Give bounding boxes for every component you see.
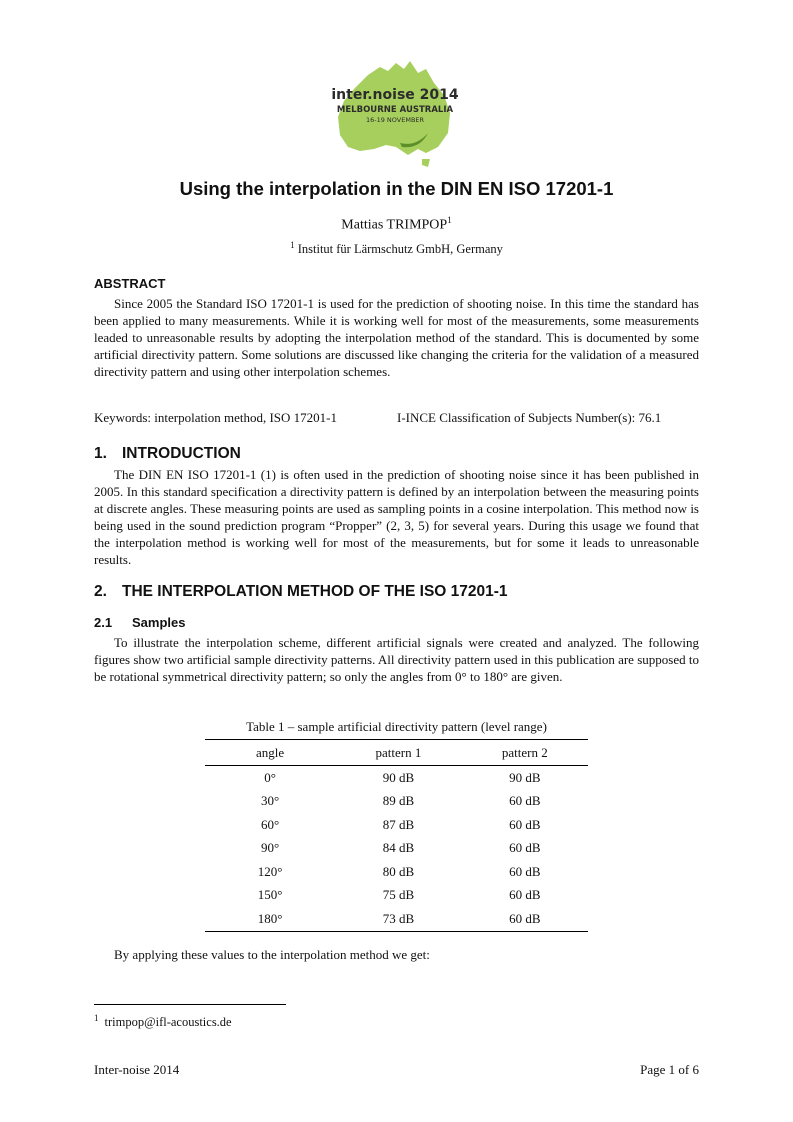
table-cell: 90 dB bbox=[509, 769, 541, 785]
table-cell: 60 dB bbox=[509, 816, 541, 832]
table-row bbox=[205, 766, 588, 790]
table-cell: 120° bbox=[257, 863, 283, 879]
table-cell: 90° bbox=[261, 840, 280, 856]
classification: I-INCE Classification of Subjects Number(s): 76.1 bbox=[397, 410, 662, 425]
section-2-heading bbox=[94, 583, 508, 601]
table-header-cell: pattern 1 bbox=[335, 740, 461, 766]
keywords: Keywords: interpolation method, ISO 17201-1 bbox=[94, 410, 337, 425]
affiliation-text: Institut für Lärmschutz GmbH, Germany bbox=[294, 242, 503, 257]
footnote bbox=[94, 1013, 232, 1030]
affiliation-line bbox=[0, 240, 793, 257]
logo-line2: MELBOURNE AUSTRALIA bbox=[336, 105, 454, 115]
table-row bbox=[205, 790, 588, 814]
table-cell: 73 dB bbox=[335, 907, 461, 931]
section-2-number: 2. bbox=[94, 583, 107, 600]
table-caption: Table 1 – sample artificial directivity pattern (level range) bbox=[246, 719, 547, 734]
section-2-1-number: 2.1 bbox=[94, 615, 113, 630]
section-1-number: 1. bbox=[94, 445, 107, 462]
section-1-text: The DIN EN ISO 17201-1 (1) is often used in the prediction of shooting noise since it has been published in 2005. In this standard specification a directivity pattern is defined by an interpolation between the measuring points at discrete angles. These measuring points are used as sampling points in a cosine interpolation. This method now is being used in the sound prediction program “Propper” (2, 3, 5) for several years. During this usage we found that the interpolation method is working well for most of the measurements, but for some it leads to unreasonable results. bbox=[94, 467, 699, 567]
footer-right: Page 1 of 6 bbox=[640, 1062, 699, 1077]
table-cell: 84 dB bbox=[382, 840, 415, 856]
table-row bbox=[205, 884, 588, 908]
directivity-table bbox=[205, 739, 588, 932]
conference-logo bbox=[330, 55, 460, 170]
abstract-text: Since 2005 the Standard ISO 17201-1 is used for the prediction of shooting noise. In this time the standard has been applied to many measurements. While it is working well for most of the measurements, some measurements leaded to unreasonable results by adopting the interpolation method of the standard. This is documented by some artificial directivity pattern. Some solutions are discussed like changing the criteria for the validation of a measured directivity pattern and using other interpolation schemes. bbox=[94, 296, 699, 379]
after-table-text: By applying these values to the interpolation method we get: bbox=[114, 947, 430, 962]
logo-line1: inter.noise 2014 bbox=[331, 87, 459, 103]
table-cell: 90 dB bbox=[382, 769, 415, 785]
author-line bbox=[0, 215, 793, 234]
table-cell: 60 dB bbox=[509, 793, 541, 809]
table-cell: 60 dB bbox=[509, 840, 541, 856]
table-row bbox=[205, 907, 588, 931]
table-cell: 80 dB bbox=[382, 863, 415, 879]
table-cell: 180° bbox=[205, 907, 335, 931]
section-2-1-text: To illustrate the interpolation scheme, different artificial signals were created and analyzed. The following figures show two artificial sample directivity patterns. All directivity pattern used in this publication are supposed to be rotational symmetrical directivity pattern; so only the angles from 0° to 180° are given. bbox=[94, 635, 699, 684]
section-2-title: THE INTERPOLATION METHOD OF THE ISO 17201-1 bbox=[122, 583, 508, 600]
table-cell: 0° bbox=[264, 769, 276, 785]
logo-line3: 16-19 NOVEMBER bbox=[365, 116, 425, 124]
affiliation-mark: 1 bbox=[290, 240, 295, 250]
table-cell: 60 dB bbox=[509, 887, 541, 903]
author-mark: 1 bbox=[447, 215, 452, 225]
table-cell: 75 dB bbox=[382, 887, 415, 903]
footnote-text: trimpop@ifl-acoustics.de bbox=[104, 1015, 232, 1030]
table-cell: 89 dB bbox=[382, 793, 415, 809]
author-name: Mattias TRIMPOP bbox=[341, 217, 448, 233]
table-row bbox=[205, 837, 588, 861]
tasmania-shape bbox=[422, 159, 430, 167]
paper-title: Using the interpolation in the DIN EN ISO 17201-1 bbox=[179, 178, 614, 199]
table-header-cell: pattern 2 bbox=[462, 740, 588, 766]
table-cell: 60 dB bbox=[509, 863, 541, 879]
section-2-1-title: Samples bbox=[132, 615, 186, 630]
section-1-heading bbox=[94, 445, 241, 463]
section-2-1-heading bbox=[94, 615, 185, 630]
table-cell: 60 dB bbox=[462, 907, 588, 931]
footnote-mark: 1 bbox=[94, 1013, 99, 1023]
table-cell: 60° bbox=[261, 816, 280, 832]
footnote-rule bbox=[94, 1004, 286, 1005]
table-row bbox=[205, 860, 588, 884]
table-cell: 30° bbox=[261, 793, 280, 809]
section-1-title: INTRODUCTION bbox=[122, 445, 241, 462]
table-header-row bbox=[205, 740, 588, 766]
footer-left: Inter-noise 2014 bbox=[94, 1062, 180, 1077]
abstract-heading: ABSTRACT bbox=[94, 276, 166, 291]
table-header-cell: angle bbox=[205, 740, 335, 766]
table-cell: 87 dB bbox=[382, 816, 415, 832]
table-cell: 150° bbox=[257, 887, 283, 903]
table-row bbox=[205, 813, 588, 837]
